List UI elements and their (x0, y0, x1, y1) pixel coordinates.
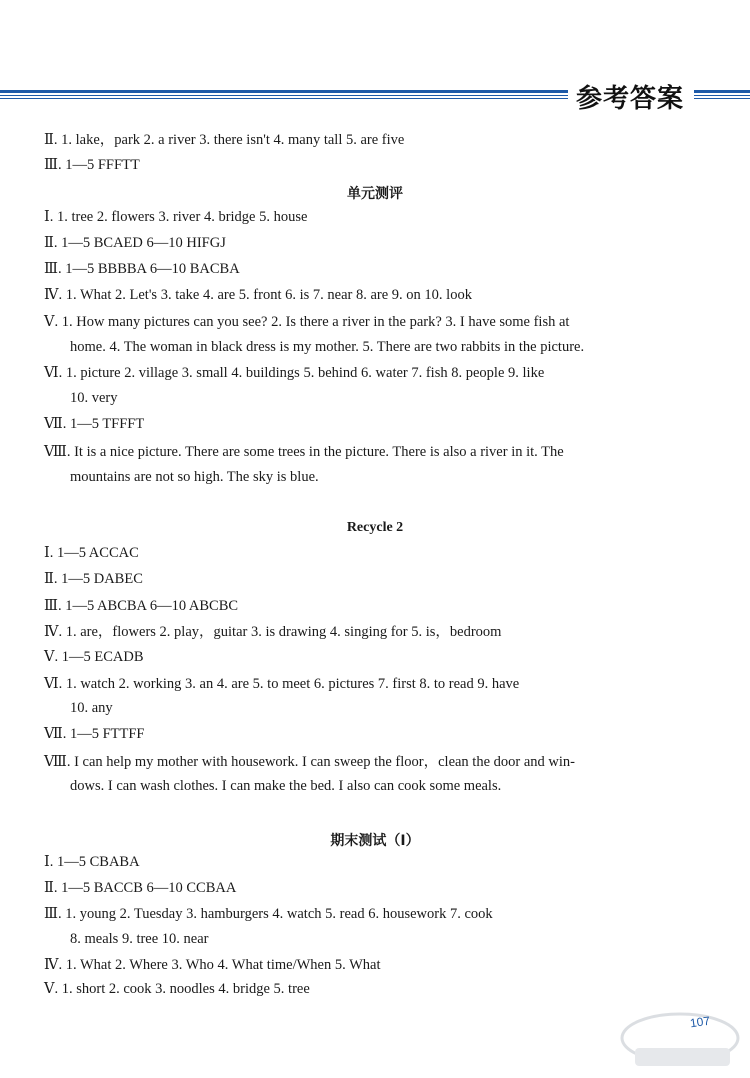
header-rule-left-3 (0, 98, 568, 99)
answer-line: Ⅴ. 1—5 ECADB (44, 649, 144, 665)
answer-line: Ⅵ. 1. picture 2. village 3. small 4. buildings 5. behind 6. water 7. fish 8. people 9. like (44, 365, 545, 381)
answer-line: Ⅰ. 1. tree 2. flowers 3. river 4. bridge 5. house (44, 209, 308, 225)
answer-line: Ⅷ. It is a nice picture. There are some trees in the picture. There is also a river in it. The (44, 444, 564, 460)
section-heading: Recycle 2 (346, 520, 404, 535)
section-heading: 期末测试（Ⅰ） (330, 833, 420, 849)
answer-line: Ⅳ. 1. What 2. Where 3. Who 4. What time/When 5. What (44, 957, 381, 973)
answer-line: Ⅴ. 1. How many pictures can you see? 2. Is there a river in the park? 3. I have some fish at (44, 314, 570, 330)
answer-line: Ⅰ. 1—5 ACCAC (44, 545, 139, 561)
answer-line: home. 4. The woman in black dress is my mother. 5. There are two rabbits in the picture. (70, 339, 585, 355)
answer-line: Ⅰ. 1—5 CBABA (44, 854, 140, 870)
answer-line: 10. very (70, 390, 118, 406)
header-rule-left-2 (0, 95, 568, 96)
section-heading: 单元测评 (347, 186, 403, 202)
header-rule-right-2 (694, 95, 750, 96)
answer-line: Ⅵ. 1. watch 2. working 3. an 4. are 5. to meet 6. pictures 7. first 8. to read 9. have (44, 676, 520, 692)
answer-line: Ⅱ. 1. lake，park 2. a river 3. there isn't 4. many tall 5. are five (44, 132, 405, 148)
answer-line: Ⅳ. 1. are，flowers 2. play，guitar 3. is drawing 4. singing for 5. is，bedroom (44, 624, 502, 640)
answer-line: 8. meals 9. tree 10. near (70, 931, 209, 947)
answer-line: Ⅲ. 1—5 FFFTT (44, 157, 140, 173)
answer-line: Ⅳ. 1. What 2. Let's 3. take 4. are 5. front 6. is 7. near 8. are 9. on 10. look (44, 287, 472, 303)
answer-line: Ⅲ. 1—5 ABCBA 6—10 ABCBC (44, 598, 239, 614)
header-rule-right-3 (694, 98, 750, 99)
answer-line: Ⅲ. 1. young 2. Tuesday 3. hamburgers 4. watch 5. read 6. housework 7. cook (44, 906, 493, 922)
answer-line: mountains are not so high. The sky is blue. (70, 469, 319, 485)
answer-line: 10. any (70, 700, 113, 716)
answer-line: Ⅱ. 1—5 DABEC (44, 571, 143, 587)
watermark-logo (615, 1008, 745, 1073)
answer-line: Ⅴ. 1. short 2. cook 3. noodles 4. bridge 5. tree (44, 981, 310, 997)
page-number: 107 (689, 1013, 711, 1031)
header-rule-left-1 (0, 90, 568, 93)
page-header (0, 78, 750, 114)
answer-line: Ⅶ. 1—5 TFFFT (44, 416, 145, 432)
answer-line: Ⅲ. 1—5 BBBBA 6—10 BACBA (44, 261, 240, 277)
answer-line: Ⅶ. 1—5 FTTFF (44, 726, 145, 742)
answer-line: Ⅱ. 1—5 BACCB 6—10 CCBAA (44, 880, 237, 896)
answer-line: Ⅱ. 1—5 BCAED 6—10 HIFGJ (44, 235, 226, 251)
page-title: 参考答案 (576, 84, 685, 114)
answer-line: dows. I can wash clothes. I can make the bed. I also can cook some meals. (70, 778, 502, 794)
header-rule-right-1 (694, 90, 750, 93)
answer-line: Ⅷ. I can help my mother with housework. I can sweep the floor，clean the door and win- (44, 754, 575, 770)
